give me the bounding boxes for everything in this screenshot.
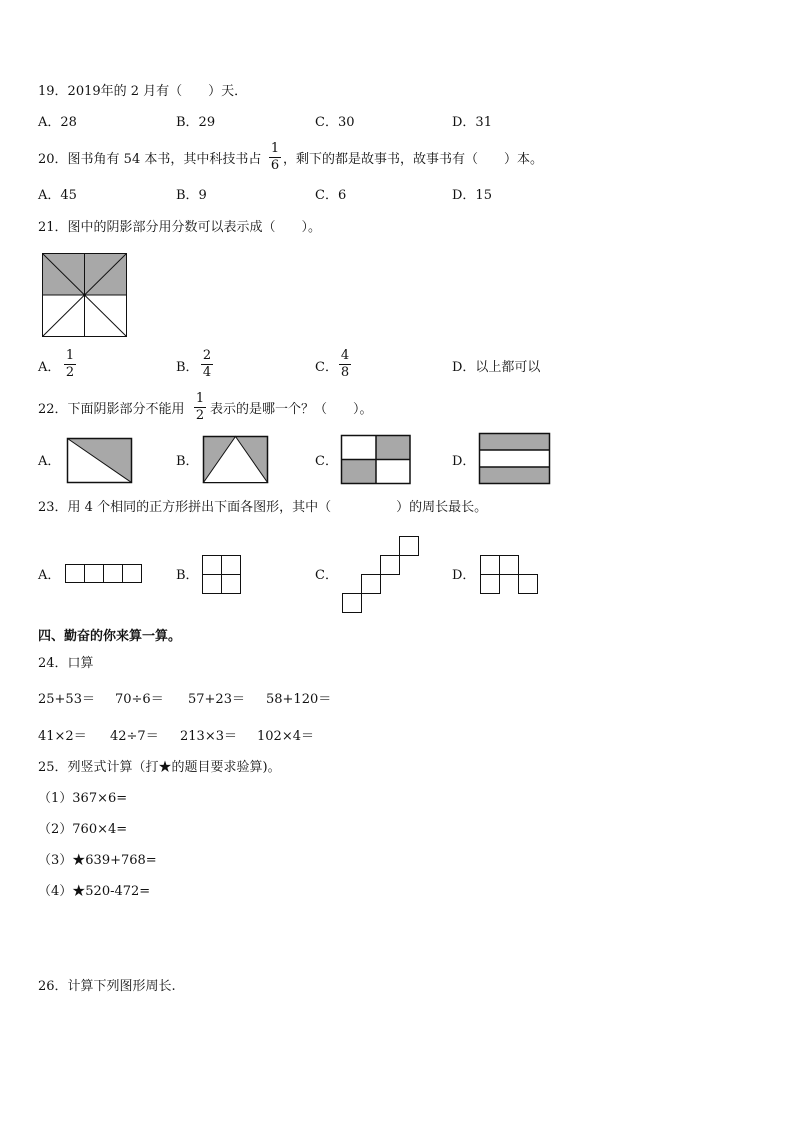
q22-option-c[interactable]: C． bbox=[315, 454, 338, 469]
q24-item: 70÷6＝ bbox=[115, 692, 164, 707]
q23-figure-c bbox=[342, 536, 420, 614]
q24-item: 41×2＝ bbox=[38, 729, 87, 744]
q21-option-c-fraction bbox=[339, 349, 351, 380]
q22-stem-before: 22．下面阴影部分不能用 bbox=[38, 402, 185, 417]
q20-option-c[interactable]: C．6 bbox=[315, 188, 347, 203]
q22-fraction bbox=[194, 392, 206, 423]
q23-figure-b bbox=[202, 555, 242, 595]
q20-option-a[interactable]: A．45 bbox=[38, 188, 77, 203]
q21-figure bbox=[42, 253, 128, 337]
q21-option-d[interactable]: D．以上都可以 bbox=[452, 360, 541, 375]
q23-option-b[interactable]: B． bbox=[176, 568, 199, 583]
q21-c-den: 8 bbox=[340, 365, 350, 380]
q24-item: 57+23＝ bbox=[188, 692, 245, 707]
q23-figure-a bbox=[65, 564, 143, 584]
q21-a-num: 1 bbox=[65, 348, 75, 363]
q24-item: 102×4＝ bbox=[257, 729, 314, 744]
q21-option-b[interactable]: B． bbox=[176, 360, 199, 375]
q23-option-a[interactable]: A． bbox=[38, 568, 61, 583]
q20-frac-den: 6 bbox=[270, 158, 280, 173]
q20-fraction bbox=[269, 142, 281, 173]
q20-stem-after: ，剩下的都是故事书，故事书有（ ）本。 bbox=[283, 152, 544, 167]
q22-option-d[interactable]: D． bbox=[452, 454, 476, 469]
q24-stem: 24．口算 bbox=[38, 656, 94, 671]
q24-item: 25+53＝ bbox=[38, 692, 95, 707]
q21-option-a[interactable]: A． bbox=[38, 360, 61, 375]
q21-option-c[interactable]: C． bbox=[315, 360, 338, 375]
q22-stem-after: 表示的是哪一个？（ ）。 bbox=[210, 402, 373, 417]
q25-item: （3）★639+768= bbox=[38, 853, 157, 868]
q19-option-a[interactable]: A．28 bbox=[38, 115, 77, 130]
q20-option-d[interactable]: D．15 bbox=[452, 188, 492, 203]
section-4-title: 四、勤奋的你来算一算。 bbox=[38, 629, 182, 644]
q24-item: 213×3＝ bbox=[180, 729, 237, 744]
q25-item: （4）★520-472= bbox=[38, 884, 151, 899]
q22-figure-c bbox=[341, 435, 411, 485]
q20-option-b[interactable]: B．9 bbox=[176, 188, 207, 203]
q21-b-num: 2 bbox=[202, 348, 212, 363]
q20-frac-num: 1 bbox=[270, 141, 280, 156]
q21-option-a-fraction bbox=[64, 349, 76, 380]
q21-stem: 21．图中的阴影部分用分数可以表示成（ ）。 bbox=[38, 220, 322, 235]
q23-stem: 23．用 4 个相同的正方形拼出下面各图形，其中（ ）的周长最长。 bbox=[38, 500, 488, 515]
q23-option-c[interactable]: C． bbox=[315, 568, 338, 583]
q23-figure-d bbox=[480, 555, 540, 595]
q25-item: （2）760×4= bbox=[38, 822, 128, 837]
q25-item: （1）367×6= bbox=[38, 791, 128, 806]
q21-b-den: 4 bbox=[202, 365, 212, 380]
q19-option-d[interactable]: D．31 bbox=[452, 115, 492, 130]
q21-c-num: 4 bbox=[340, 348, 350, 363]
q21-a-den: 2 bbox=[65, 365, 75, 380]
q22-figure-d bbox=[479, 433, 551, 485]
q22-frac-num: 1 bbox=[195, 391, 205, 406]
q19-option-b[interactable]: B．29 bbox=[176, 115, 216, 130]
q24-item: 58+120＝ bbox=[266, 692, 332, 707]
q25-stem: 25．列竖式计算（打★的题目要求验算)。 bbox=[38, 760, 281, 775]
q22-option-b[interactable]: B． bbox=[176, 454, 199, 469]
q19-option-c[interactable]: C．30 bbox=[315, 115, 355, 130]
q22-figure-b bbox=[203, 436, 269, 484]
q24-item: 42÷7＝ bbox=[110, 729, 159, 744]
q20-stem-before: 20．图书角有 54 本书，其中科技书占 bbox=[38, 152, 262, 167]
q22-frac-den: 2 bbox=[195, 408, 205, 423]
q26-stem: 26．计算下列图形周长. bbox=[38, 979, 176, 994]
q19-stem: 19．2019年的 2 月有（ ）天． bbox=[38, 84, 248, 99]
q21-option-b-fraction bbox=[201, 349, 213, 380]
q22-figure-a bbox=[67, 438, 133, 484]
q23-option-d[interactable]: D． bbox=[452, 568, 476, 583]
q22-option-a[interactable]: A． bbox=[38, 454, 61, 469]
